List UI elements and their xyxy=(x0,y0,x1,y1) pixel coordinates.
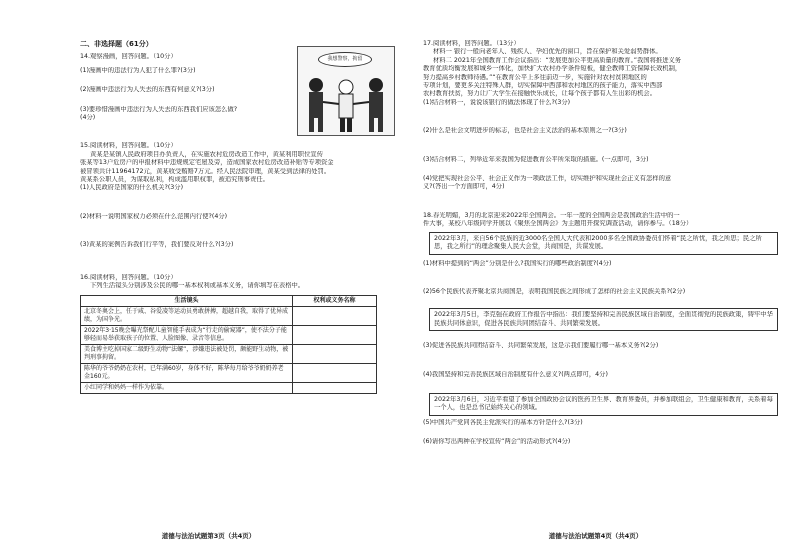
q15-material-1: 黄某是某镇人民政府项目办负责人，在实施农村危房改造工作中，黄某利用职位宣传 xyxy=(90,150,323,158)
table-cell-answer[interactable] xyxy=(293,344,377,363)
page-footer-left: 道德与法治试题第3页（共4页） xyxy=(161,532,256,540)
q18-stem: 18.春光明媚，3月的北京迎来2022年全国两会。一年一度的全国两会是我国政治生活中的一 xyxy=(423,211,680,219)
q18-item-3: (3)促进各民族共同团结奋斗、共同繁荣发展，这是示我们要履行哪一基本义务?(2分) xyxy=(423,342,659,350)
q16-table xyxy=(80,295,377,394)
q16-stem: 16.阅读材料，回答问题。（10分） xyxy=(80,273,177,281)
table-header-scene: 生活镜头 xyxy=(81,295,293,306)
table-header-answer: 权利或义务名称 xyxy=(293,295,377,306)
q17-item-4: (4)党把实现社会公平、社会正义作为一项政法工作，切实维护和实现社会正义有怎样的意 xyxy=(423,175,672,183)
q14-item-2: (2)漫画中违法行为人失去的东西有何意义?(3分) xyxy=(80,86,215,94)
q14-stem: 14.观察漫画，回答问题。（10分） xyxy=(80,53,177,61)
q14-item-1: (1)漫画中的违法行为人犯了什么罪?(3分) xyxy=(80,66,196,74)
q17-item-1: (1)结合材料一，说说该银行的做法体现了什么?(3分) xyxy=(423,98,571,106)
table-cell-scene: 陈华的爷爷奶奶在农村，已年满60岁，身体不好，陈华每月给爷爷奶奶养老金160元。 xyxy=(81,363,293,382)
table-row xyxy=(81,382,377,393)
q18-item-6: (6)请你写出两种在学校宣传“两会”的活动形式?(4分) xyxy=(423,438,571,446)
table-cell-scene: 北京冬奥会上，任于咸、谷爱凌等运动员勇敢拼搏，超越自我，取得了优异成绩，为国争光。 xyxy=(81,306,293,325)
q17-item-2: (2)什么是社会文明进步的标志，也是社会主义法治的基本原则之一?(3分) xyxy=(423,127,627,135)
table-cell-scene: 小红同学和妈妈一样作为依靠。 xyxy=(81,382,293,393)
table-cell-answer[interactable] xyxy=(293,382,377,393)
q17-material-6: 农村教育扶贫，努力让广大学生在接触快乐成长，让每个孩子都有人生出彩的机会。 xyxy=(423,90,656,98)
q18-material-1: 2022年3月，来自56个民族的近3000名全国人大代表和2000多名全国政协委员们怀着“民之所忧，我之所思；民之所思，我之所行”的理念聚集人民大会堂，共商国是，共谋发展。 xyxy=(434,234,762,251)
q18-item-2: (2)56个民族代表齐聚北京共商国是，表明我国民族之间形成了怎样的社会主义民族关系?(2分) xyxy=(423,287,686,295)
table-row xyxy=(81,363,377,382)
q15-stem: 15.阅读材料，回答问题。（10分） xyxy=(80,142,177,150)
q18-item-5: (5)中国共产党同各民主党派实行的基本方针是什么?(3分) xyxy=(423,418,583,426)
q18-material-box-1 xyxy=(429,232,778,255)
q17-material-1: 材料一 银行一般向老年人、残疾人、孕妇优先的窗口，旨在保护和关爱弱势群体。 xyxy=(433,48,662,56)
q18-material-2: 2022年3月5日，李克强在政府工作报告中指出：我们要坚持和完善民族区域自治制度，全面贯彻党的民族政策，铸牢中华民族共同体意识，促进各民族共同团结奋斗、共同繁荣发展。 xyxy=(434,311,773,327)
q17-item-4-cont: 义?(答出一个方面即可，4分) xyxy=(423,183,505,191)
cartoon-speech-bubble: 我想警察，拘留 xyxy=(318,52,372,67)
q15-item-1: (1)人民政府是国家的什么机关?(3分) xyxy=(80,184,184,192)
q17-material-5: 专项计划，要更多关注特殊人群，切实保障中西部和农村地区的孩子能力，落实中西部 xyxy=(423,82,663,90)
q14-item-3: (3)要珍惜漫画中违法行为人失去的东西我们应该怎么做? xyxy=(80,105,238,113)
table-row xyxy=(81,325,377,344)
table-header-row xyxy=(81,295,377,306)
q17-material-4: 努力提高乡村教师待遇。”“在教育公平上多往前迈一步，实施针对农村贫困地区的 xyxy=(423,73,647,81)
table-row xyxy=(81,344,377,363)
q17-material-3: 教育优质均衡发展和城乡一体化，加快扩大农村办学条件短板，健全教师工资保障长效机制， xyxy=(423,65,682,73)
q17-stem: 17.阅读材料，回答问题。（13分） xyxy=(423,40,520,47)
q18-stem-cont: 件大事，某校八年级同学开展以《聚焦全国两会》为主题用开探究调查活动，请你参与。（18分） xyxy=(423,220,693,228)
q18-material-box-2 xyxy=(429,308,778,331)
q18-material-3: 2022年3月6日，习近平看望了参加全国政协会议的医药卫生界、教育界委员，并参加联组会，卫生健康和教育，关系着每一个人，也是总书记始终关心的领域。 xyxy=(434,395,773,412)
table-cell-scene: 2022年3·15晚会曝光祭配儿童智能手表成为“行走的偷窥器”，使不法分子能够轻而易举获取孩子的位置、人脸图像、录音等信息。 xyxy=(81,325,293,344)
q17-item-3: (3)结合材料二，列举近年来我国为促进教育公平所采取的措施。(一点即可，3分) xyxy=(423,155,649,163)
q17-material-2: 材料二 2021年全国教育工作会议指出：“发展更加公平更高质量的教育。”我国将推进义务 xyxy=(433,56,682,64)
page-footer-right: 道德与法治试题第4页（共4页） xyxy=(548,532,643,540)
q15-material-2: 张某等13户危房户的申报材料中违规规定宅屋及旁，造成国家农村危房改造补贴等专项资金 xyxy=(80,159,334,167)
q15-material-4: 黄某系公职人员，为谋取私利，构成滥用职权罪，被追究刑事责任。 xyxy=(80,176,269,184)
cartoon-figures-icon xyxy=(298,47,394,135)
cartoon-illustration xyxy=(297,46,395,136)
q18-item-1: (1)材料中提到的“两会”分别是什么?我国实行的哪些政治制度?(4分) xyxy=(423,259,612,267)
q14-item-3-score: (4分) xyxy=(80,114,96,122)
table-cell-answer[interactable] xyxy=(293,363,377,382)
q15-material-3: 被冒领共计11964172元，黄某收受贿赂7万元。经人民法院审理，黄某受到法律的处罚。 xyxy=(80,167,331,175)
table-cell-scene: 美食博主吃掉国家二级野生动物“法螺”，涉嫌违法被处罚，颇能野生动物，被判刑事拘留。 xyxy=(81,344,293,363)
section-title: 二、非选择题（61分） xyxy=(80,40,153,48)
right-page xyxy=(397,0,794,560)
table-cell-answer[interactable] xyxy=(293,306,377,325)
table-cell-answer[interactable] xyxy=(293,325,377,344)
q15-item-3: (3)黄某的案例告诉我们行平等，我们要反对什么?(3分) xyxy=(80,241,234,249)
table-row xyxy=(81,306,377,325)
q18-item-4: (4)我国坚持和完善民族区域自治制度有什么意义?(两点即可，4分) xyxy=(423,370,608,378)
q16-instruction: 下列生活镜头分别涉及公民的哪一基本权利或基本义务，请你填写在表格中。 xyxy=(90,282,305,290)
q15-item-2: (2)材料一说明国家权力必须在什么范围内行使?(4分) xyxy=(80,212,228,220)
q18-material-box-3 xyxy=(429,393,778,416)
